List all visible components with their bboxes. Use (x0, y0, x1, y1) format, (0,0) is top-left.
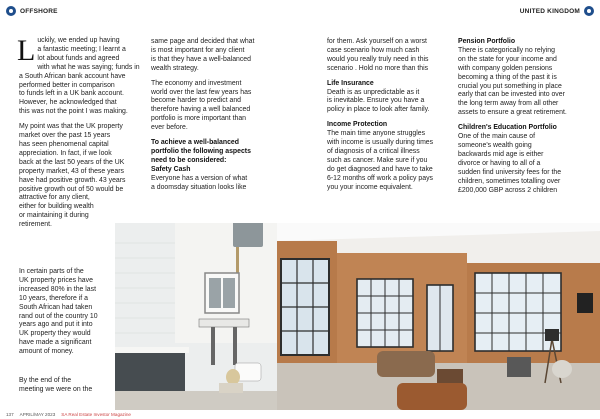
intro-paragraph (17, 34, 147, 117)
magazine-name: SA Real Estate Investor Magazine (61, 412, 131, 417)
article-column-3 (327, 38, 452, 199)
article-column-1-end (19, 377, 114, 401)
paragraph-meeting-end: By the end of the meeting we were on the (19, 377, 93, 393)
article-column-2 (151, 38, 273, 199)
paragraph-education: One of the main cause of someone's wealth going backwards mid age is either divorce or having to all of a sudden find university fees for the children, sometimes totalling over £200,000 GBP across 2 children (458, 133, 562, 194)
section-header-right (520, 5, 594, 17)
living-room-illustration (277, 223, 600, 410)
country-label: UNITED KINGDOM (519, 7, 580, 15)
bathroom-photo (115, 223, 277, 410)
intro-text: uckily, we ended up having a fantastic meeting; I learnt a lot about funds and agreed with what he was saying; funds in a South African bank account have performed better in comparison to funds left in a UK bank account. However, he acknowledged that this was not the point I was making. (19, 37, 140, 116)
paragraph-economy: The economy and investment world over the last few years has become harder to predict and therefore having a well balanced portfolio is more important than ever before. (151, 79, 252, 132)
paragraph-life-insurance: Death is as unpredictable as it is inevitable. Ensure you have a policy in place to look after family. (327, 88, 430, 114)
page-footer (6, 412, 131, 417)
magazine-logo-icon-right (584, 6, 594, 16)
article-column-1-lower (19, 268, 114, 363)
paragraph-price-growth: In certain parts of the UK property prices have increased 80% in the last 10 years, therefore if a South African had taken rand out of the country 10 years ago and put it into UK property they would have made a significant amount of money. (19, 268, 98, 356)
subheading-life-insurance: Life Insurance (327, 79, 374, 87)
magazine-logo-icon (6, 6, 16, 16)
paragraph-income-protection: The main time anyone struggles with income is usually during times of diagnosis of a critical illness such as cancer. Make sure if you do get diagnosed and have to take 6-12 months off work a policy pays you your income equivalent. (327, 130, 434, 191)
subheading-balanced-portfolio: To achieve a well-balanced portfolio the following aspects need to be considered: (151, 139, 251, 164)
paragraph-uk-market: My point was that the UK property market over the past 15 years has seen phenomenal capital appreciation. In fact, if we look back at the last 50 years of the UK property market, 43 of these years have had positive growth. 43 years positive growth out of 50 would be attractive for any client, either for building wealth or maintaining it during retirement. (19, 123, 126, 229)
section-label: OFFSHORE (20, 7, 58, 15)
article-column-4 (458, 38, 592, 201)
paragraph-worst-case: for them. Ask yourself on a worst case scenario how much cash would you really truly need in this scenario . Hold no more than this (327, 38, 429, 72)
issue-date: APRIL/MAY 2023 (19, 412, 56, 417)
subheading-pension-portfolio: Pension Portfolio (458, 38, 516, 45)
article-column-1 (17, 34, 147, 236)
paragraph-safety-cash: Everyone has a version of what a doomsday situation looks like (151, 174, 248, 191)
drop-cap: L (17, 34, 36, 67)
page-number: 137 (6, 412, 14, 417)
living-room-photo (277, 223, 600, 410)
subheading-safety-cash: Safety Cash (151, 165, 191, 173)
subheading-education-portfolio: Children's Education Portfolio (458, 124, 557, 132)
paragraph-same-page: same page and decided that what is most important for any client is that they have a well-balanced wealth strategy. (151, 38, 255, 72)
subheading-income-protection: Income Protection (327, 121, 388, 129)
bathroom-illustration (115, 223, 277, 410)
section-header-left (6, 5, 58, 17)
paragraph-pension: There is categorically no relying on the state for your income and with company golden pensions becoming a thing of the past it is crucial you put something in place early that can be invested into over the long term away from all other assets to ensure a great retirement. (458, 46, 567, 117)
